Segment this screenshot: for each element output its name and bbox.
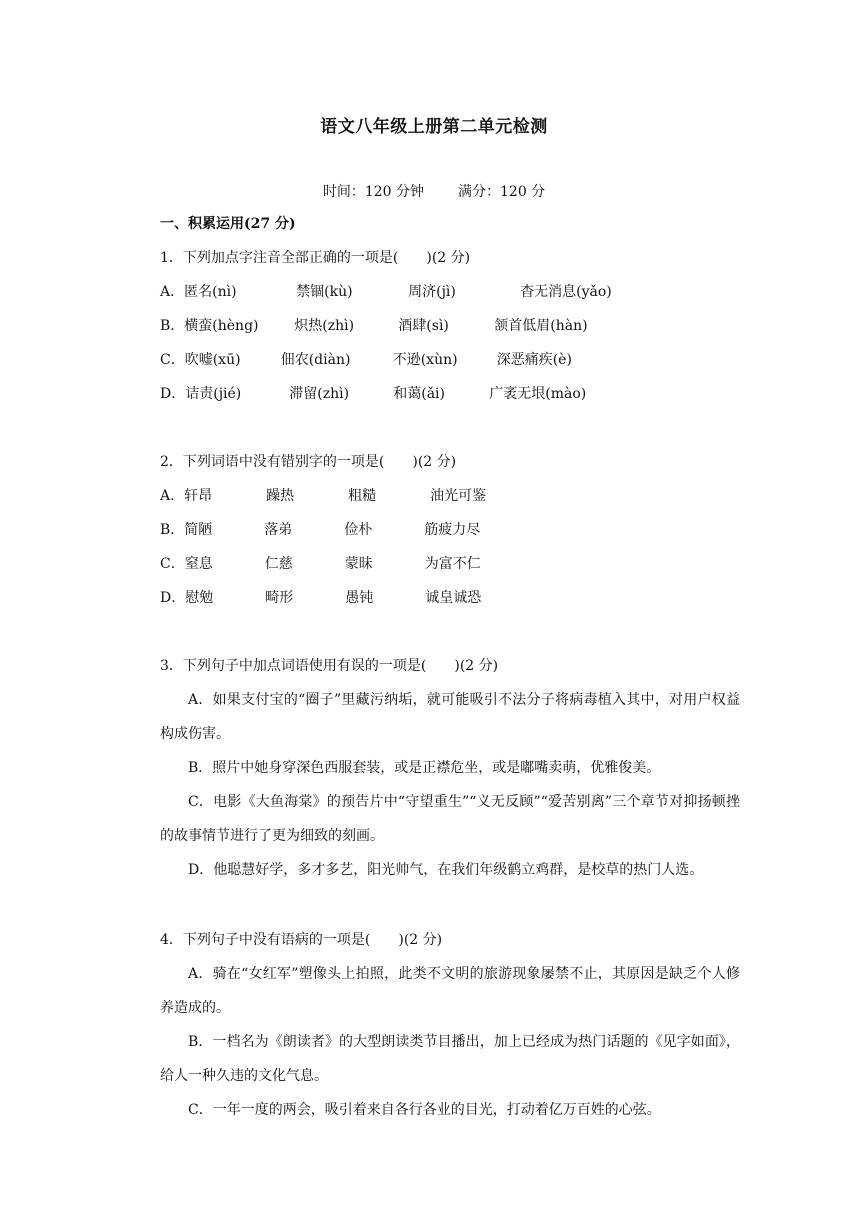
option-item: 粗糙 [348, 488, 377, 504]
q2-option-d [160, 588, 481, 608]
option-item: 落弟 [264, 522, 293, 538]
q3-option-a: A．如果支付宝的“圈子”里藏污纳垢，就可能吸引不法分子将病毒植入其中，对用户权益构成伤害。 [160, 692, 740, 742]
option-item: 不逊(xùn) [392, 352, 458, 368]
q3-option-d: D．他聪慧好学，多才多艺，阳光帅气，在我们年级鹤立鸡群，是校草的热门人选。 [188, 862, 704, 878]
q3-option-c: C．电影《大鱼海棠》的预告片中“守望重生”“义无反顾”“爱苦别离”三个章节对抑扬顿挫的故事情节进行了更为细致的刻画。 [160, 794, 740, 844]
option-item: 为富不仁 [424, 556, 481, 572]
section-heading: 一、积累运用(27 分) [160, 216, 296, 232]
option-label: B． [160, 318, 185, 334]
q4-stem: 4．下列句子中没有语病的一项是( )(2 分) [160, 932, 443, 948]
option-item: 广袤无垠(mào) [489, 386, 587, 402]
option-item: 吹嘘(xū) [184, 352, 241, 368]
exam-score: 满分：120 分 [458, 184, 546, 200]
q3-stem: 3．下列句子中加点词语使用有误的一项是( )(2 分) [160, 658, 499, 674]
option-item: 炽热(zhì) [294, 318, 355, 334]
q2-stem: 2．下列词语中没有错别字的一项是( )(2 分) [160, 454, 457, 470]
option-item: 躁热 [266, 488, 295, 504]
option-item: 和蔼(ǎi) [393, 386, 445, 402]
q1-option-d [160, 384, 586, 404]
exam-meta [0, 181, 868, 201]
option-item: 杳无消息(yǎo) [520, 284, 612, 300]
option-item: 筋疲力尽 [424, 522, 481, 538]
option-item: 颔首低眉(hàn) [494, 318, 588, 334]
option-item: 油光可鉴 [430, 488, 487, 504]
q1-option-a [160, 282, 612, 302]
option-label: C． [160, 556, 185, 572]
exam-time: 时间：120 分钟 [322, 184, 424, 200]
option-item: 周济(jì) [408, 284, 456, 300]
option-item: 诚皇诚恐 [425, 590, 482, 606]
q2-option-b [160, 520, 480, 540]
option-item: 慰勉 [185, 590, 214, 606]
q1-stem: 1．下列加点字注音全部正确的一项是( )(2 分) [160, 250, 471, 266]
q4-option-b: B．一档名为《朗读者》的大型朗读类节目播出，加上已经成为热门话题的《见字如面》，给人一种久违的文化气息。 [160, 1034, 740, 1084]
option-item: 蒙昧 [344, 556, 373, 572]
q2-option-a [160, 486, 486, 506]
q2-option-c [160, 554, 481, 574]
q4-option-a: A．骑在“女红军”塑像头上拍照，此类不文明的旅游现象屡禁不止，其原因是缺乏个人修养造成的。 [160, 966, 740, 1016]
q1-option-c [160, 350, 572, 370]
q1-option-b [160, 316, 588, 336]
option-item: 横蛮(hèng) [184, 318, 259, 334]
page-title: 语文八年级上册第二单元检测 [320, 117, 548, 137]
option-item: 轩昂 [184, 488, 213, 504]
option-label: B． [160, 522, 185, 538]
option-item: 俭朴 [344, 522, 373, 538]
option-item: 窒息 [184, 556, 213, 572]
option-item: 佃农(diàn) [280, 352, 351, 368]
option-item: 酒肆(sì) [398, 318, 449, 334]
option-label: A． [160, 284, 185, 300]
q4-option-c: C．一年一度的两会，吸引着来自各行各业的目光，打动着亿万百姓的心弦。 [188, 1102, 661, 1118]
option-item: 愚钝 [345, 590, 374, 606]
option-label: C． [160, 352, 185, 368]
option-item: 滞留(zhì) [289, 386, 350, 402]
option-label: A． [160, 488, 185, 504]
option-item: 仁慈 [264, 556, 293, 572]
option-label: D． [160, 590, 186, 606]
option-item: 简陋 [184, 522, 213, 538]
option-item: 深恶痛疾(è) [496, 352, 572, 368]
option-label: D． [160, 386, 186, 402]
option-item: 禁锢(kù) [296, 284, 353, 300]
option-item: 匿名(nì) [184, 284, 237, 300]
option-item: 畸形 [265, 590, 294, 606]
option-item: 诘责(jié) [185, 386, 242, 402]
q3-option-b: B．照片中她身穿深色西服套装，或是正襟危坐，或是嘟嘴卖萌，优雅俊美。 [188, 760, 661, 776]
